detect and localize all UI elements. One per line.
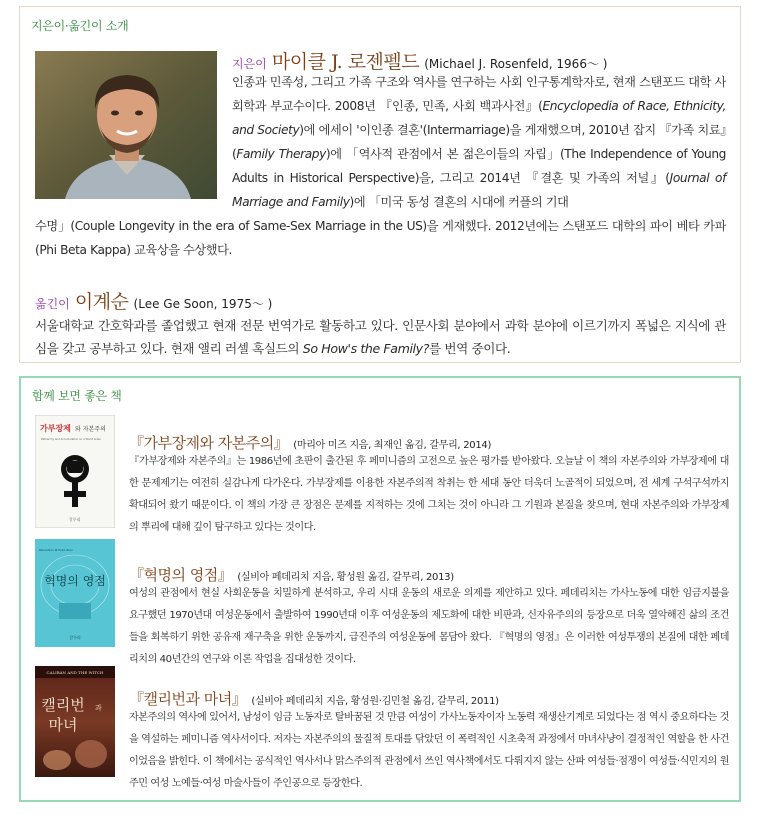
cover-subtitle-text: Patriarchy and Accumulation on a World Scale xyxy=(41,438,101,441)
cover-subtitle-text: Revolution at Point Zero xyxy=(39,548,73,552)
author-intro-section xyxy=(19,6,741,363)
book-description: 『가부장제와 자본주의』는 1986년에 초판이 출간된 후 페미니즘의 고전으로 높은 평가를 받아왔다. 오늘날 이 책의 자본주의와 가부장제에 대한 문제제기는 여전히 실감나게 다가온다. 가부장제를 이용한 자본주의적 착취는 한 세대 동안 더욱더 노골적이 되었으며, 전 세계 구석구석까지 확대되어 왔기 때문이다. 이 책의 가장 큰 장점은 문제를 지적하는 것에 그치는 것이 아니라 그 기원과 본질을 찾으며, 현대 자본주의와 가부장제의 뿌리에 대해 깊이 탐구하고 있다는 것이다. xyxy=(129,456,729,533)
author-bio-work-title: Encyclopedia of Race, Ethnicity, and Society xyxy=(232,99,726,137)
book-description: 자본주의의 역사에 있어서, 남성이 임금 노동자로 탈바꿈된 것 만큼 여성이 가사노동자이자 노동력 재생산기계로 되었다는 점 역시 중요하다는 것을 역설하는 페미니즘 역사서이다. 저자는 자본주의의 물질적 토대를 닦았던 이 폭력적인 시초축적 과정에서 마녀사냥이 결정적인 역할을 한 사건이었음을 밝힌다. 이 책에서는 공식적인 역사서나 맑스주의적 관점에서 쓰인 역사책에서도 다뤄지지 않는 산파 여성들·점쟁이 여성들·식민지의 원주민 여성 노예들·여성 마술사들이 주인공으로 등장한다. xyxy=(129,712,729,789)
book-heading xyxy=(129,432,491,453)
translator-bio: 서울대학교 간호학과를 졸업했고 현재 전문 번역가로 활동하고 있다. 인문사회 분야에서 과학 분야에 이르기까지 폭넓은 지식에 관심을 갖고 공부하고 있다. 현재 앨리 러셀 혹실드의 So How's the Family?를 번역 중이다. xyxy=(35,318,726,356)
author-photo xyxy=(35,51,217,199)
author-section-title: 지은이·옮긴이 소개 xyxy=(31,19,129,33)
translator-name: 이계순 xyxy=(74,291,129,313)
author-original-name: (Michael J. Rosenfeld, 1966～ ) xyxy=(424,57,608,71)
book-cover-caliban-witch[interactable] xyxy=(35,666,115,777)
book-title[interactable]: 『혁명의 영점』 xyxy=(129,566,233,584)
author-bio-work-title: Journal of Marriage and Family xyxy=(232,171,726,209)
author-name: 마이클 J. 로젠펠드 xyxy=(271,51,420,73)
cover-publisher-text: 갈무리 xyxy=(69,517,81,522)
book-cover-patriarchy[interactable] xyxy=(35,415,115,528)
book-meta: (실비아 페데리치 지음, 황성원·김민철 옮김, 갈무리, 2011) xyxy=(251,696,499,707)
book-meta: (마리아 미즈 지음, 최재인 옮김, 갈무리, 2014) xyxy=(293,440,492,451)
cover-title-text: 캘리번 xyxy=(41,696,85,714)
author-bio-continued: 수명」(Couple Longevity in the era of Same-Sex Marriage in the US)을 게재했다. 2012년에는 스탠포드 대학의 파이 베타 카파(Phi Beta Kappa) 교육상을 수상했다. xyxy=(35,219,726,257)
books-section-title: 함께 보면 좋은 책 xyxy=(32,389,122,403)
author-portrait-image xyxy=(35,51,217,199)
author-bio: 인종과 민족성, 그리고 가족 구조와 역사를 연구하는 사회 인구통계학자로, 현재 스탠포드 대학 사회학과 부교수이다. 2008년 『인종, 민족, 사회 백과사전』(Encyclopedia of Race, Ethnicity, and Society)에 에세이 '이인종 결혼'(Intermarriage)을 게재했으며, 2010년 잡지 『가족 치료』(Family Therapy)에 「역사적 관점에서 본 젊은이들의 자립」(The Independence of Young Adults in Historical Perspective)을, 그리고 2014년 『결혼 및 가족의 저널』(Journal of Marriage and Family)에 「미국 동성 결혼의 시대에 커플의 기대 xyxy=(232,75,727,209)
book-cover-revolution-zero[interactable] xyxy=(35,539,115,647)
cover-title-text: 와 자본주의 xyxy=(75,426,106,433)
translator-original-name: (Lee Ge Soon, 1975～ ) xyxy=(133,297,273,311)
cover-title-text: 가부장제 xyxy=(40,424,71,433)
cover-title-text: 과 xyxy=(95,704,102,712)
book-heading xyxy=(129,564,454,585)
author-bio-work-title: Family Therapy xyxy=(236,147,326,161)
cover-title-text: 마녀 xyxy=(48,716,78,734)
recommended-books-section xyxy=(19,376,741,802)
book-meta: (실비아 페데리치 지음, 황성원 옮김, 갈무리, 2013) xyxy=(237,572,454,583)
book-description: 여성의 관점에서 현실 사회운동을 치밀하게 분석하고, 우리 시대 운동의 새로운 의제를 제안하고 있다. 페데리치는 가사노동에 대한 임금지불을 요구했던 1970년대 여성운동에서 출발하여 1990년대 이후 여성운동의 제도화에 대한 비판과, 신자유주의의 등장으로 더욱 열악해진 삶의 조건들을 회복하기 위한 공유재 재구축을 위한 운동까지, 급진주의 여성운동에 몸담아 왔다. 『혁명의 영점』은 이러한 여성투쟁의 본질에 대한 페데리치의 40년간의 연구와 이론 작업을 집대성한 것이다. xyxy=(129,588,729,665)
book-title[interactable]: 『캘리번과 마녀』 xyxy=(129,690,247,708)
translator-heading xyxy=(35,287,272,314)
translator-bio-work-title: So How's the Family? xyxy=(302,341,429,356)
author-role-label: 지은이 xyxy=(232,57,267,71)
cover-subtitle-text: CALIBAN AND THE WITCH xyxy=(46,670,104,675)
book-heading xyxy=(129,688,499,709)
cover-title-text: 혁명의 영점 xyxy=(44,574,106,588)
cover-publisher-text: 갈무리 xyxy=(69,635,81,640)
translator-role-label: 옮긴이 xyxy=(35,297,70,311)
book-title[interactable]: 『가부장제와 자본주의』 xyxy=(129,434,289,452)
